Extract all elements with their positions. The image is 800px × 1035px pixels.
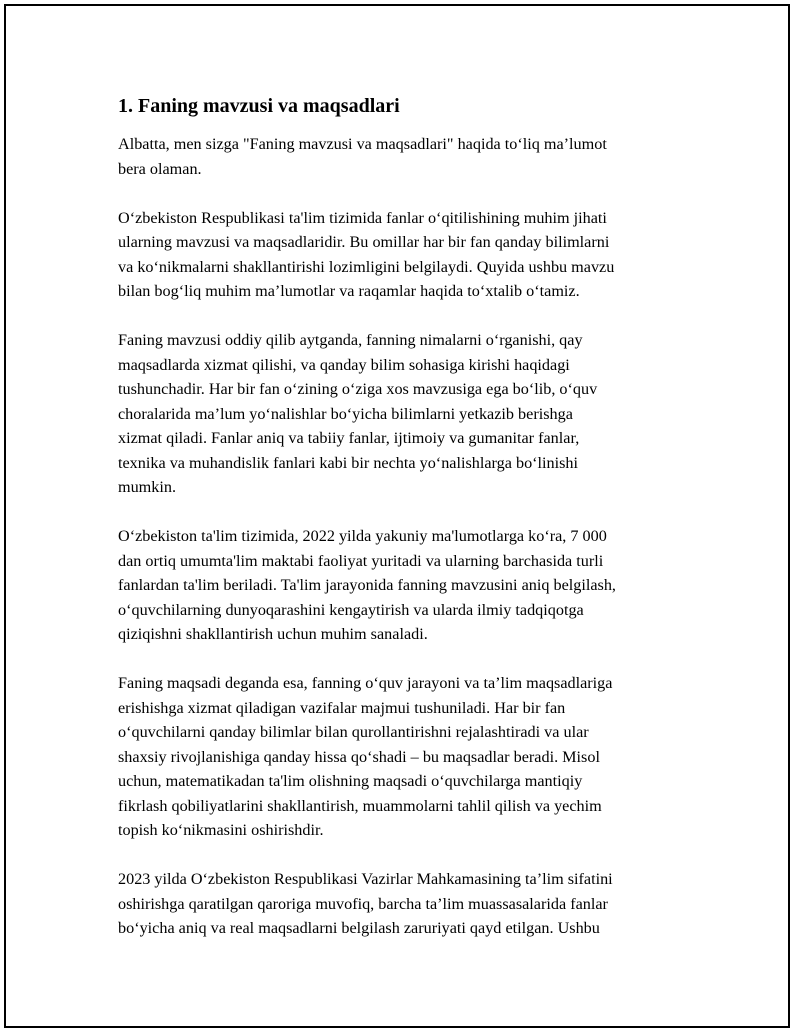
text-line: bera olaman. (118, 159, 202, 178)
document-body (118, 92, 698, 965)
text-line: Faning maqsadi deganda esa, fanning o‘quv jarayoni va ta’lim maqsadlariga (118, 674, 613, 692)
text-line: xizmat qiladi. Fanlar aniq va tabiiy fanlar, ijtimoiy va gumanitar fanlar, (118, 429, 580, 447)
paragraph-decree-2023 (118, 867, 698, 941)
text-line: dan ortiq umumta'lim maktabi faoliyat yuritadi va ularning barchasida turli (118, 551, 604, 570)
text-line: maqsadlarda xizmat qilishi, va qanday bilim sohasiga kirishi haqidagi (118, 355, 570, 374)
text-line: va ko‘nikmalarni shakllantirishi lozimligini belgilaydi. Quyida ushbu mavzu (118, 257, 615, 276)
text-line: O‘zbekiston ta'lim tizimida, 2022 yilda yakuniy ma'lumotlarga ko‘ra, 7 000 (118, 527, 607, 545)
text-line: texnika va muhandislik fanlari kabi bir nechta yo‘nalishlarga bo‘linishi (118, 453, 579, 472)
text-line: fanlardan ta'lim beriladi. Ta'lim jarayonida fanning mavzusini aniq belgilash, (118, 576, 616, 594)
paragraph-schools-statistics (118, 524, 698, 647)
text-line: oshirishga qaratilgan qaroriga muvofiq, barcha ta’lim muassasalarida fanlar (118, 894, 608, 913)
text-line: ularning mavzusi va maqsadlaridir. Bu omillar har bir fan qanday bilimlarni (118, 233, 610, 251)
text-line: bilan bog‘liq muhim ma’lumotlar va raqamlar haqida to‘xtalib o‘tamiz. (118, 282, 580, 300)
section-heading: 1. Faning mavzusi va maqsadlari (118, 95, 400, 117)
paragraph-subject-topic (118, 328, 698, 500)
text-line: tushunchadir. Har bir fan o‘zining o‘ziga xos mavzusiga ega bo‘lib, o‘quv (118, 380, 598, 398)
text-line: topish ko‘nikmasini oshirishdir. (118, 821, 324, 839)
text-line: o‘quvchilarning dunyoqarashini kengaytirish va ularda ilmiy tadqiqotga (118, 600, 584, 619)
text-line: O‘zbekiston Respublikasi ta'lim tizimida fanlar o‘qitilishining muhim jihati (118, 208, 607, 227)
text-line: fikrlash qobiliyatlarini shakllantirish, muammolarni tahlil qilish va yechim (118, 796, 602, 815)
text-line: 2023 yilda O‘zbekiston Respublikasi Vazirlar Mahkamasining ta’lim sifatini (118, 870, 613, 888)
text-line: mumkin. (118, 478, 177, 496)
text-line: qiziqishni shakllantirish uchun muhim sanaladi. (118, 625, 428, 643)
text-line: Faning mavzusi oddiy qilib aytganda, fanning nimalarni o‘rganishi, qay (118, 331, 583, 349)
text-line: erishishga xizmat qiladigan vazifalar majmui tushuniladi. Har bir fan (118, 698, 566, 717)
text-line: shaxsiy rivojlanishiga qanday hissa qo‘shadi – bu maqsadlar beradi. Misol (118, 747, 600, 766)
text-line: Albatta, men sizga "Faning mavzusi va maqsadlari" haqida to‘liq ma’lumot (118, 135, 607, 153)
text-line: choralarida ma’lum yo‘nalishlar bo‘yicha bilimlarni yetkazib berishga (118, 404, 573, 423)
text-line: bo‘yicha aniq va real maqsadlarni belgilash zaruriyati qayd etilgan. Ushbu (118, 919, 600, 937)
text-line: uchun, matematikadan ta'lim olishning maqsadi o‘quvchilarga mantiqiy (118, 772, 583, 790)
paragraph-subject-goals (118, 671, 698, 843)
paragraph-education-system (118, 206, 698, 304)
text-line: o‘quvchilarni qanday bilimlar bilan qurollantirishni rejalashtiradi va ular (118, 723, 589, 741)
paragraph-intro (118, 132, 698, 181)
